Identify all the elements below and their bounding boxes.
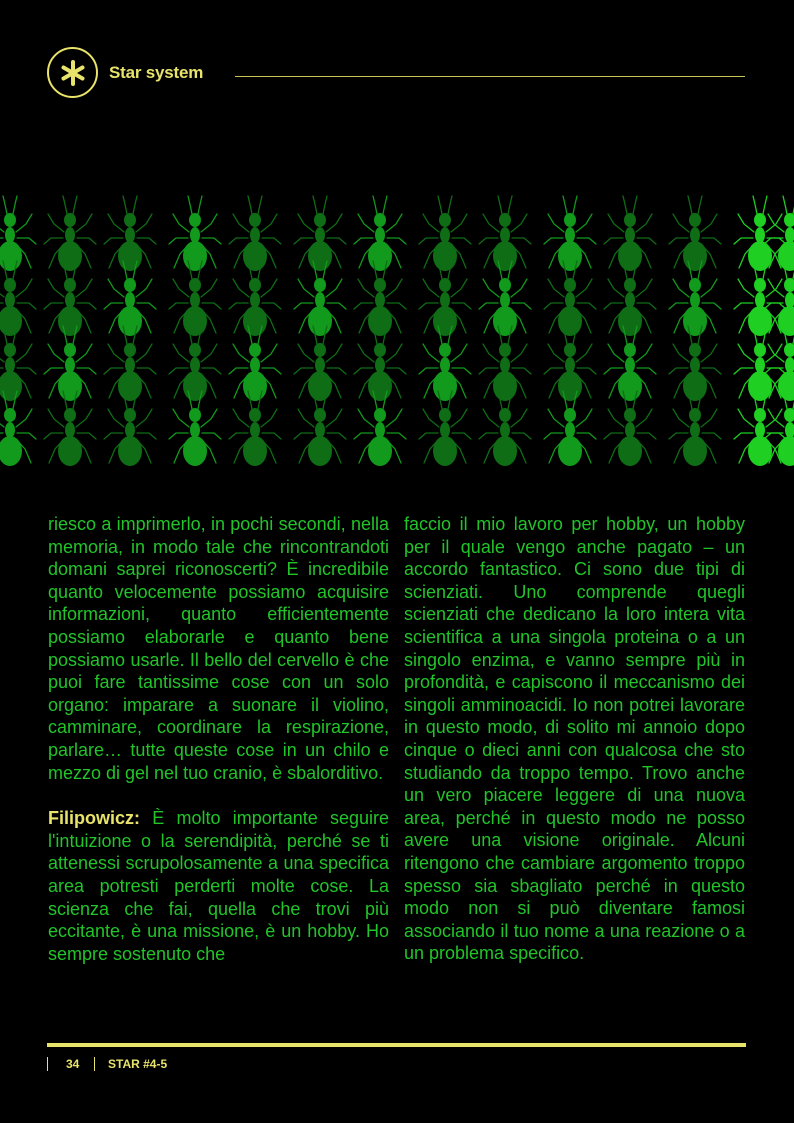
ant-icon [669,196,721,271]
page-number: 34 [66,1057,80,1071]
ant-icon [0,391,36,466]
footer-divider [47,1057,48,1071]
ant-icon [229,326,281,401]
footer-rule [47,1043,746,1047]
ant-icon [104,391,156,466]
ant-icon [354,196,406,271]
footer-divider [94,1057,95,1071]
ant-icon [104,326,156,401]
ant-icon [419,326,471,401]
ant-icon [104,261,156,336]
ant-icon [294,261,346,336]
article-column-left [48,513,389,965]
ant-icon [169,391,221,466]
ant-icon [0,261,36,336]
ant-icon [479,196,531,271]
ant-icon [479,326,531,401]
ant-icon [544,261,596,336]
ant-icon [294,196,346,271]
ant-icon [544,326,596,401]
ant-icon [479,391,531,466]
ant-icon [229,391,281,466]
section-title: Star system [109,63,204,82]
ant-icon [544,391,596,466]
ant-icon [169,261,221,336]
ant-icon [294,326,346,401]
article-column-right [404,513,745,965]
ant-icon [604,196,656,271]
ant-icon [104,196,156,271]
ant-icon [669,326,721,401]
magazine-issue: STAR #4-5 [108,1057,168,1071]
ant-icon [604,326,656,401]
section-logo [47,47,98,98]
ant-icon [0,326,36,401]
ant-icon [669,391,721,466]
article-paragraph: faccio il mio lavoro per hobby, un hobby per il quale vengo anche pagato – un accordo fantastico. Ci sono due tipi di scienziati. Uno comprende quegli scienziati che dedicano la loro intera vita scientifica a una singola proteina o a un singolo enzima, e vanno sempre più in profondità, e capiscono il meccanismo dei singoli amminoacidi. Io non potrei lavorare in questo modo, di solito mi annoio dopo cinque o dieci anni con qualcosa che sto studiando da troppo tempo. Trovo anche un vero piacere leggere di una nuova area, perché in questo modo ne posso avere una visione originale. Alcuni ritengono che cambiare argomento troppo spesso sia sbagliato perché in questo modo non si può diventare famosi associando il tuo nome a una reazione o a un problema specifico. [404,514,745,964]
ant-icon [229,261,281,336]
article-paragraph: riesco a imprimerlo, in pochi secondi, nella memoria, in modo tale che rincontrandoti domani saprei riconoscerti? È incredibile quanto velocemente possiamo acquisire informazioni, quanto efficientemente possiamo elaborarle e quanto bene possiamo usarle. Il bello del cervello è che puoi fare tantissime cose con un solo organo: imparare a suonare il violino, camminare, coordinare la respirazione, parlare… tutte queste cose in un chilo e mezzo di gel nel tuo cranio, è sbalorditivo. [48,514,389,783]
ant-icon [734,391,786,466]
ant-icon [229,196,281,271]
ant-icon [44,391,96,466]
ant-icon [419,261,471,336]
ant-icon [354,391,406,466]
speaker-name: Filipowicz: [48,808,140,829]
ant-icon [44,326,96,401]
speaker-text: È molto importante seguire l'intuizione o la serendipità, perché se ti attenessi scrupolosamente a una specifica area potresti perderti molte cose. La scienza che fai, quella che trovi più eccitante, è una missione, è un hobby. Ho sempre sostenuto che [48,808,389,964]
ant-icon [354,326,406,401]
ant-icon [734,196,786,271]
ant-icon [604,261,656,336]
ant-icon [419,196,471,271]
page-header [47,47,745,103]
ant-icon [0,196,36,271]
ant-icon [544,196,596,271]
ant-icon [479,261,531,336]
ant-icon [44,196,96,271]
ant-icon [169,326,221,401]
article-paragraph [48,807,389,965]
ant-icon [354,261,406,336]
ant-icon [604,391,656,466]
ant-icon [669,261,721,336]
ant-icon [734,326,786,401]
ant-icon [419,391,471,466]
ant-icon [169,196,221,271]
ant-icon [734,261,786,336]
ant-icon [294,391,346,466]
ant-icon [44,261,96,336]
asterisk-icon [60,60,86,86]
header-rule [235,76,745,77]
ant-pattern-illustration [0,190,794,490]
